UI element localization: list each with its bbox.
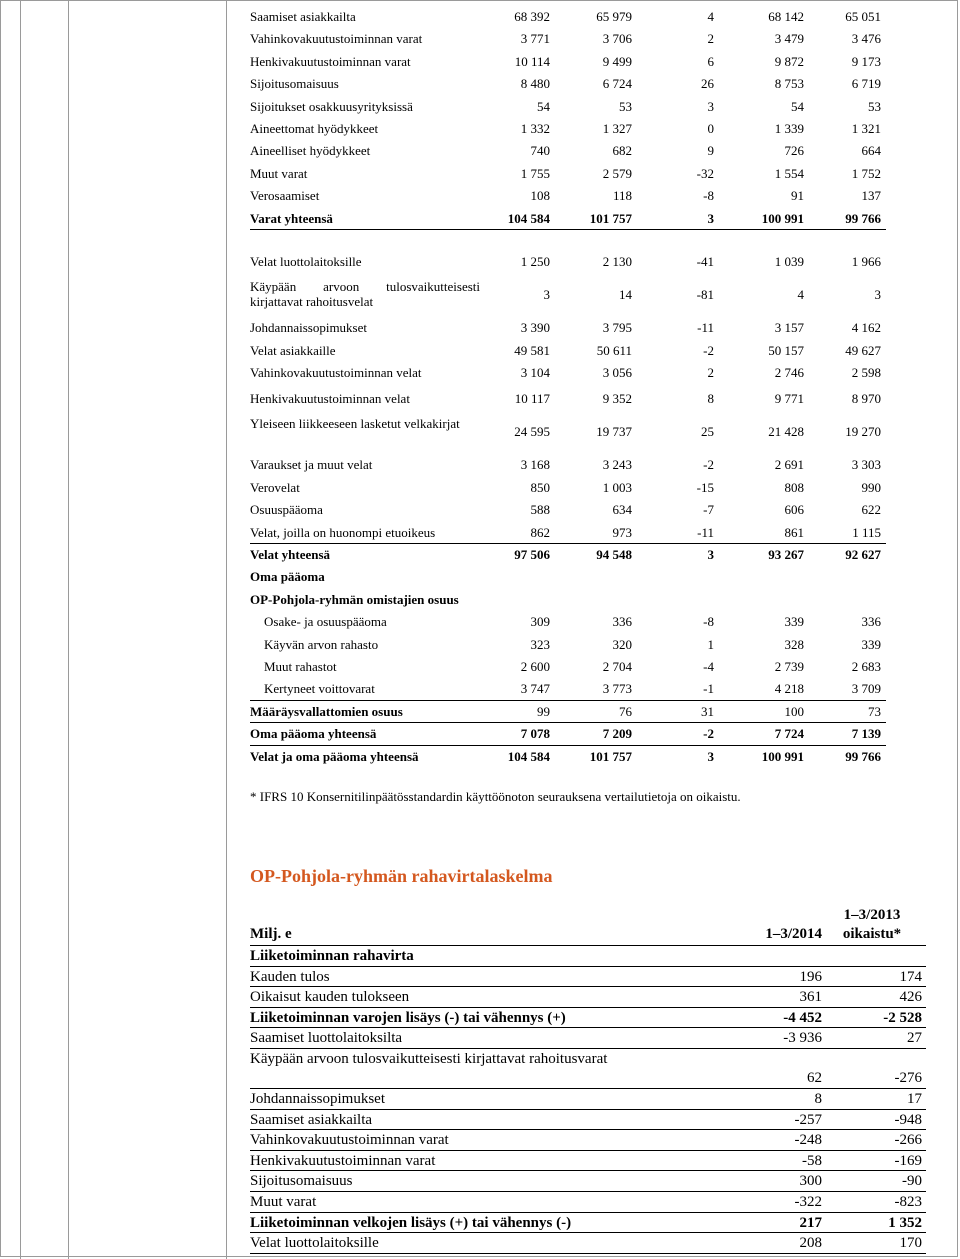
cell: 54 <box>791 98 804 114</box>
cell: 336 <box>861 614 881 630</box>
cell: 300 <box>799 1173 822 1190</box>
row-label: Kauden tulos <box>250 968 330 985</box>
cell: 68 142 <box>768 9 804 24</box>
table-row <box>250 1233 926 1254</box>
row-label: Oma pääoma yhteensä <box>250 726 377 742</box>
cell: -7 <box>703 502 714 518</box>
cell: 118 <box>612 188 632 204</box>
cell: 25 <box>701 424 714 440</box>
cell: 336 <box>612 614 632 630</box>
cell: 3 157 <box>774 320 804 336</box>
cell: 93 267 <box>768 547 804 563</box>
cell: 65 051 <box>845 9 881 24</box>
cell: 49 627 <box>845 342 881 358</box>
cell: 3 <box>543 287 550 303</box>
cell: 361 <box>799 989 822 1006</box>
header-label: Milj. e <box>250 926 292 942</box>
cell: 973 <box>612 524 632 540</box>
table-row <box>250 1171 926 1192</box>
cell: 3 771 <box>520 31 550 47</box>
section-title: OP-Pohjola-ryhmän rahavirtalaskelma <box>250 866 553 886</box>
table-row <box>250 1089 926 1110</box>
cell: 76 <box>619 703 632 719</box>
cell: -2 <box>703 342 714 358</box>
row-label: Saamiset luottolaitoksilta <box>250 1030 403 1047</box>
row-label: Varat yhteensä <box>250 210 333 226</box>
cell: 2 <box>707 365 714 381</box>
cell: 49 581 <box>514 342 550 358</box>
row-label: Aineettomat hyödykkeet <box>250 120 379 136</box>
cell: -15 <box>696 479 714 495</box>
cell: 73 <box>868 703 881 719</box>
table-row <box>250 6 886 28</box>
cell: 100 <box>784 703 804 719</box>
cell: 3 <box>874 287 881 303</box>
cell: 3 243 <box>602 457 632 473</box>
cell: -1 <box>703 681 714 697</box>
cell: 54 <box>537 98 550 114</box>
cell: 990 <box>861 479 881 495</box>
cell: 862 <box>530 524 550 540</box>
table-row <box>250 967 926 988</box>
table-row <box>250 251 886 273</box>
cell: 2 746 <box>774 365 804 381</box>
column-header: 1–3/2013 oikaistu* <box>842 907 902 942</box>
cell: 3 <box>707 547 714 563</box>
cell: 4 218 <box>774 681 804 697</box>
cell: 4 <box>707 9 714 24</box>
table-row <box>250 656 886 678</box>
table-row <box>250 522 886 544</box>
cell: 217 <box>799 1214 822 1231</box>
cell: 9 173 <box>851 53 881 69</box>
cell: 208 <box>799 1235 822 1252</box>
cell: 3 706 <box>602 31 632 47</box>
cell: 320 <box>612 636 632 652</box>
table-row <box>250 118 886 140</box>
cell: 6 724 <box>602 76 632 92</box>
total-row <box>250 208 886 230</box>
table-row <box>250 273 886 317</box>
cell: 2 739 <box>774 658 804 674</box>
cell: 1 332 <box>520 120 550 136</box>
cell: -2 <box>703 457 714 473</box>
cell: 10 114 <box>514 53 550 69</box>
cell: 50 611 <box>596 342 632 358</box>
row-label: Sijoitusomaisuus <box>250 1173 353 1190</box>
cell: 174 <box>899 968 922 985</box>
cell: 6 <box>707 53 714 69</box>
cell: 3 747 <box>520 681 550 697</box>
cell: 99 <box>537 703 550 719</box>
cell: 9 352 <box>602 391 632 407</box>
row-label: Vahinkovakuutustoiminnan velat <box>250 365 422 381</box>
cell: 7 139 <box>851 726 881 742</box>
cell: -41 <box>696 253 714 269</box>
table-row <box>250 340 886 362</box>
column-header: 1–3/2014 <box>765 926 822 942</box>
cell: -4 <box>703 658 714 674</box>
cell: -2 <box>703 726 714 742</box>
cell: 3 056 <box>602 365 632 381</box>
cell: 3 773 <box>602 681 632 697</box>
cell: 3 <box>707 98 714 114</box>
row-label: Varaukset ja muut velat <box>250 457 373 473</box>
cell: 27 <box>907 1030 922 1047</box>
cell: 7 078 <box>520 726 550 742</box>
cell: 726 <box>784 143 804 159</box>
cell: -58 <box>802 1152 822 1169</box>
cell: 9 872 <box>774 53 804 69</box>
cell: -11 <box>697 320 714 336</box>
cell: 65 979 <box>596 9 632 24</box>
footnote: * IFRS 10 Konsernitilinpäätösstandardin käyttöönoton seurauksena vertailutietoja on oikaistu. <box>250 789 741 804</box>
cell: 68 392 <box>514 9 550 24</box>
table-row <box>250 185 886 207</box>
cell: 3 709 <box>851 681 881 697</box>
row-label: Osake- ja osuuspääoma <box>264 614 387 630</box>
cell: -8 <box>703 188 714 204</box>
cell: 664 <box>861 143 881 159</box>
cell: 3 303 <box>851 457 881 473</box>
cell: 21 428 <box>768 424 804 440</box>
row-label: Osuuspääoma <box>250 502 323 518</box>
cell: 1 039 <box>774 253 804 269</box>
table-row <box>250 611 886 633</box>
cell: -823 <box>894 1193 922 1210</box>
row-label: Velat ja oma pääoma yhteensä <box>250 748 419 764</box>
table-row <box>250 1028 926 1049</box>
cell: 4 <box>797 287 804 303</box>
balance-sheet-table <box>250 6 886 768</box>
row-label: Sijoitukset osakkuusyrityksissä <box>250 98 413 114</box>
cell: 19 270 <box>845 424 881 440</box>
cell: 3 479 <box>774 31 804 47</box>
table-row <box>250 1130 926 1151</box>
cell: 2 683 <box>851 658 881 674</box>
cell: 104 584 <box>507 210 550 226</box>
row-label: Liiketoiminnan varojen lisäys (-) tai vähennys (+) <box>250 1009 566 1026</box>
row-label: Yleiseen liikkeeseen lasketut velkakirjat <box>250 416 460 432</box>
table-row <box>250 73 886 95</box>
cell: 31 <box>701 703 714 719</box>
cell: -4 452 <box>783 1009 822 1026</box>
row-label: Velat yhteensä <box>250 547 331 563</box>
section-heading <box>250 566 886 588</box>
row-label: Aineelliset hyödykkeet <box>250 143 371 159</box>
row-label: Henkivakuutustoiminnan varat <box>250 53 411 69</box>
row-label: Kertyneet voittovarat <box>264 681 375 697</box>
cell: 2 600 <box>520 658 550 674</box>
cell: 50 157 <box>768 342 804 358</box>
table-row <box>250 477 886 499</box>
cell: 1 755 <box>520 165 550 181</box>
cell: 91 <box>791 188 804 204</box>
cell: 606 <box>784 502 804 518</box>
row-label: Määräysvallattomien osuus <box>250 703 403 719</box>
row-label: Saamiset asiakkailta <box>250 9 356 24</box>
cell: 1 250 <box>520 253 550 269</box>
cell: 339 <box>784 614 804 630</box>
cell: -169 <box>894 1152 922 1169</box>
table-row <box>250 410 886 454</box>
cell: 53 <box>868 98 881 114</box>
row-label: Velat luottolaitoksille <box>250 1235 379 1252</box>
cell: 740 <box>530 143 550 159</box>
row-label: Vahinkovakuutustoiminnan varat <box>250 31 423 47</box>
table-row <box>250 317 886 339</box>
table-row <box>250 1008 926 1029</box>
row-label: Vahinkovakuutustoiminnan varat <box>250 1132 449 1149</box>
cell: 634 <box>612 502 632 518</box>
cell: 4 162 <box>851 320 881 336</box>
row-label: Saamiset asiakkailta <box>250 1111 373 1128</box>
table-row <box>250 28 886 50</box>
cell: 309 <box>530 614 550 630</box>
row-label: Käypään arvoon tulosvaikutteisesti kirjattavat rahoitusvarat <box>250 1050 608 1067</box>
row-label: Henkivakuutustoiminnan velat <box>250 391 410 407</box>
spacer <box>250 230 886 251</box>
cell: 426 <box>899 989 922 1006</box>
table-row <box>250 1151 926 1172</box>
cell: 328 <box>784 636 804 652</box>
cell: 3 168 <box>520 457 550 473</box>
row-label: Oma pääoma <box>250 569 325 585</box>
table-row <box>250 96 886 118</box>
row-label: Käyvän arvon rahasto <box>264 636 379 652</box>
cell: -948 <box>894 1111 922 1128</box>
cell: 101 757 <box>589 748 632 764</box>
cell: 7 209 <box>602 726 632 742</box>
row-label: Velat asiakkaille <box>250 342 336 358</box>
cell: -8 <box>703 614 714 630</box>
table-row <box>250 678 886 700</box>
section-heading <box>250 946 926 967</box>
cell: 3 795 <box>602 320 632 336</box>
column-divider <box>20 0 21 1259</box>
row-label: Liiketoiminnan rahavirta <box>250 948 414 964</box>
table-row <box>250 987 926 1008</box>
cell: 9 499 <box>602 53 632 69</box>
table-row <box>250 1049 926 1089</box>
row-label: Liiketoiminnan velkojen lisäys (+) tai vähennys (-) <box>250 1214 572 1231</box>
cell: 2 <box>707 31 714 47</box>
cell: -11 <box>697 524 714 540</box>
table-row <box>250 1110 926 1131</box>
row-label: Henkivakuutustoiminnan varat <box>250 1152 436 1169</box>
cell: 2 579 <box>602 165 632 181</box>
total-row <box>250 544 886 566</box>
cell: 323 <box>530 636 550 652</box>
cell: 1 752 <box>851 165 881 181</box>
row-label: Käypään arvoon tulosvaikutteisesti kirjattavat rahoitusvelat <box>250 279 480 310</box>
cell: 3 <box>707 210 714 226</box>
section-heading <box>250 589 886 611</box>
cell: 1 352 <box>888 1214 922 1231</box>
row-label: Velat, joilla on huonompi etuoikeus <box>250 524 436 540</box>
cell: -266 <box>894 1132 922 1149</box>
cell: 108 <box>530 188 550 204</box>
cell: 1 115 <box>852 524 881 540</box>
cell: 137 <box>861 188 881 204</box>
row-label: Muut rahastot <box>264 658 337 674</box>
cell: 1 321 <box>851 120 881 136</box>
cashflow-table <box>250 904 926 1254</box>
row-label: Muut varat <box>250 165 308 181</box>
row-label: Johdannaissopimukset <box>250 320 367 336</box>
cell: 99 766 <box>845 210 881 226</box>
cell: 8 480 <box>520 76 550 92</box>
cell: 808 <box>784 479 804 495</box>
cell: 1 003 <box>602 479 632 495</box>
cell: 1 339 <box>774 120 804 136</box>
row-label: Verosaamiset <box>250 188 320 204</box>
cell: 17 <box>907 1090 922 1107</box>
cell: -276 <box>894 1069 922 1086</box>
cell: 26 <box>701 76 714 92</box>
cell: 170 <box>899 1235 922 1252</box>
cell: 1 <box>707 636 714 652</box>
cell: 10 117 <box>514 391 550 407</box>
cell: 1 327 <box>602 120 632 136</box>
table-row <box>250 1213 926 1234</box>
cell: 682 <box>612 143 632 159</box>
table-row <box>250 140 886 162</box>
cell: -2 528 <box>883 1009 922 1026</box>
cell: 8 970 <box>851 391 881 407</box>
row-label: Velat luottolaitoksille <box>250 253 362 269</box>
cell: 7 724 <box>774 726 804 742</box>
cell: -90 <box>902 1173 922 1190</box>
cell: 850 <box>530 479 550 495</box>
cell: 2 704 <box>602 658 632 674</box>
row-label: Verovelat <box>250 479 300 495</box>
cell: 622 <box>861 502 881 518</box>
table-row <box>250 634 886 656</box>
cell: -257 <box>794 1111 822 1128</box>
cell: -248 <box>794 1132 822 1149</box>
cell: 9 771 <box>774 391 804 407</box>
cell: -81 <box>696 287 714 303</box>
table-row <box>250 362 886 384</box>
table-row <box>250 701 886 723</box>
cell: 9 <box>707 143 714 159</box>
cell: -3 936 <box>783 1030 822 1047</box>
cell: 14 <box>619 287 632 303</box>
cell: 588 <box>530 502 550 518</box>
cell: 92 627 <box>845 547 881 563</box>
table-row <box>250 163 886 185</box>
cell: 6 719 <box>851 76 881 92</box>
cell: 62 <box>807 1069 822 1086</box>
row-label: Muut varat <box>250 1193 317 1210</box>
row-label: Sijoitusomaisuus <box>250 76 339 92</box>
cell: 2 691 <box>774 457 804 473</box>
cell: 19 737 <box>596 424 632 440</box>
cell: 8 <box>707 391 714 407</box>
table-row <box>250 454 886 476</box>
cell: 104 584 <box>507 748 550 764</box>
table-row <box>250 384 886 410</box>
cell: 0 <box>707 120 714 136</box>
cell: 8 753 <box>774 76 804 92</box>
cell: 3 <box>707 748 714 764</box>
cell: 97 506 <box>514 547 550 563</box>
cell: 24 595 <box>514 424 550 440</box>
cell: -322 <box>794 1193 822 1210</box>
total-row <box>250 746 886 768</box>
cell: 196 <box>799 968 822 985</box>
cell: -32 <box>696 165 714 181</box>
cell: 100 991 <box>761 210 804 226</box>
column-divider <box>68 0 69 1259</box>
cell: 8 <box>814 1090 822 1107</box>
cell: 94 548 <box>596 547 632 563</box>
column-divider <box>226 0 227 1259</box>
table-row <box>250 1192 926 1213</box>
table-row <box>250 499 886 521</box>
cell: 339 <box>861 636 881 652</box>
cell: 1 966 <box>851 253 881 269</box>
cell: 2 598 <box>851 365 881 381</box>
cell: 3 476 <box>851 31 881 47</box>
cell: 3 390 <box>520 320 550 336</box>
cell: 2 130 <box>602 253 632 269</box>
row-label: Johdannaissopimukset <box>250 1090 385 1107</box>
cell: 3 104 <box>520 365 550 381</box>
row-label: Oikaisut kauden tulokseen <box>250 989 410 1006</box>
cell: 53 <box>619 98 632 114</box>
table-header <box>250 904 926 946</box>
row-label: OP-Pohjola-ryhmän omistajien osuus <box>250 591 459 607</box>
cell: 99 766 <box>845 748 881 764</box>
table-row <box>250 51 886 73</box>
total-row <box>250 723 886 745</box>
cell: 861 <box>784 524 804 540</box>
cell: 100 991 <box>761 748 804 764</box>
cell: 101 757 <box>589 210 632 226</box>
cell: 1 554 <box>774 165 804 181</box>
